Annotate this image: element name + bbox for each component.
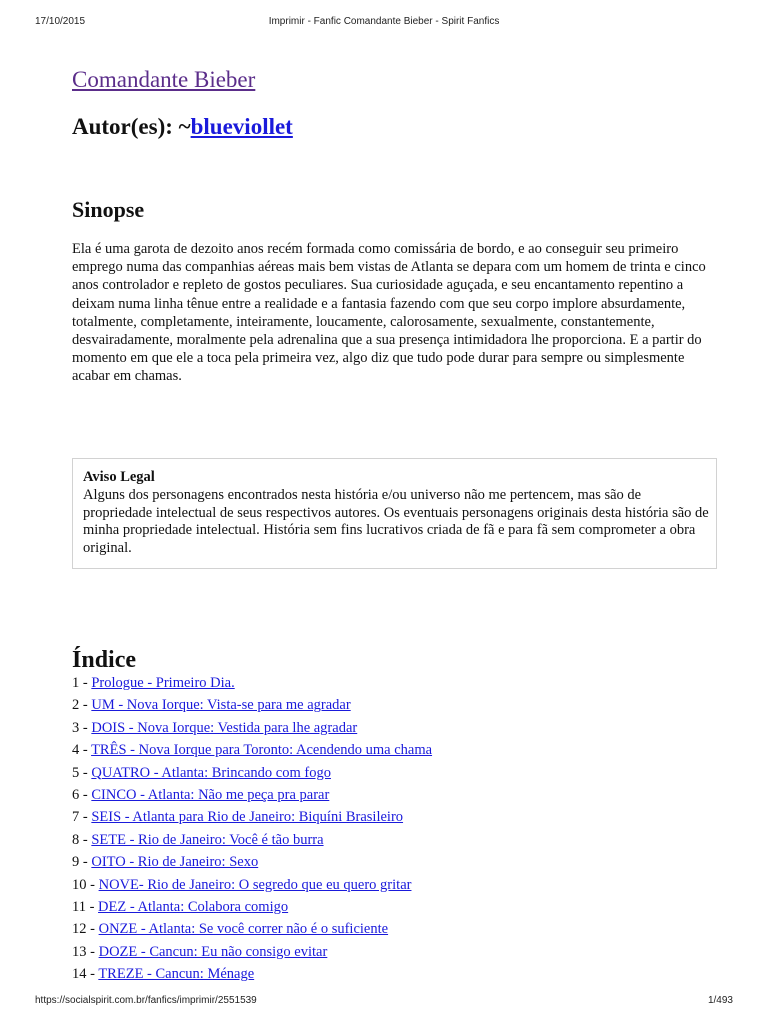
chapter-item [72, 739, 432, 761]
chapter-item [72, 829, 432, 851]
author-line [72, 111, 714, 143]
fanfic-content [72, 64, 714, 983]
chapter-number: 6 - [72, 786, 92, 803]
chapter-number: 1 - [72, 675, 92, 691]
chapter-item [72, 896, 432, 918]
chapter-item [72, 784, 432, 806]
chapter-number: 14 - [72, 966, 99, 983]
chapter-link[interactable]: ONZE - Atlanta: Se você correr não é o suficiente [98, 921, 389, 938]
chapter-link[interactable]: NOVE- Rio de Janeiro: O segredo que eu quero gritar [98, 876, 412, 893]
synopsis-text: Ela é uma garota de dezoito anos recém formada como comissária de bordo, e ao conseguir seu primeiro emprego numa das companhias aéreas mais bem vistas de Atlanta se depara com um homem de trinta e cinco anos controlador e repleto de gostos peculiares. Sua curiosidade aguçada, e seu encantamento repentino a deixam numa linha tênue entre a realidade e a fantasia fazendo com que seu corpo implore absurdamente, totalmente, completamente, inteiramente, loucamente, calorosamente, sexualmente, constantemente, desvairadamente, moralmente pela adrenalina que a sua presença intimidadora lhe proporciona. E a partir do momento em que ele a toca pela primeira vez, algo diz que tudo pode durar para sempre ou simplesmente acabar em chamas. [72, 241, 706, 385]
chapter-number: 5 - [72, 764, 92, 781]
chapter-link[interactable]: OITO - Rio de Janeiro: Sexo [91, 854, 259, 871]
print-page-title: Imprimir - Fanfic Comandante Bieber - Spirit Fanfics [268, 16, 500, 27]
chapter-item [72, 874, 432, 896]
chapter-link[interactable]: DEZ - Atlanta: Colabora comigo [98, 898, 289, 915]
legal-notice-title: Aviso Legal [83, 469, 155, 485]
chapter-link[interactable]: Prologue - Primeiro Dia. [91, 675, 235, 691]
legal-notice-text: Alguns dos personagens encontrados nesta história e/ou universo não me pertencem, mas são de propriedade intelectual de seus respectivos autores. Os eventuais personagens originais desta história são de minha propriedade intelectual. História sem fins lucrativos criada de fã e para fã sem comprometer a obra original. [83, 486, 709, 557]
index-heading: Índice [72, 646, 137, 673]
chapter-link[interactable]: SETE - Rio de Janeiro: Você é tão burra [91, 831, 324, 848]
chapter-link[interactable]: QUATRO - Atlanta: Brincando com fogo [91, 764, 331, 781]
author-link[interactable]: blueviollet [190, 114, 293, 139]
story-title-link[interactable]: Comandante Bieber [72, 67, 256, 92]
chapter-link[interactable]: TRÊS - Nova Iorque para Toronto: Acendendo uma chama [91, 742, 433, 759]
print-url: https://socialspirit.com.br/fanfics/imprimir/2551539 [35, 995, 257, 1006]
chapter-link[interactable]: CINCO - Atlanta: Não me peça pra parar [91, 786, 330, 803]
chapter-number: 3 - [72, 719, 92, 736]
chapter-item [72, 694, 432, 716]
chapter-number: 9 - [72, 854, 92, 871]
chapter-item [72, 963, 432, 985]
chapter-link[interactable]: DOIS - Nova Iorque: Vestida para lhe agradar [91, 719, 358, 736]
chapter-link[interactable]: DOZE - Cancun: Eu não consigo evitar [98, 943, 328, 960]
chapter-item [72, 941, 432, 963]
chapter-item [72, 762, 432, 784]
synopsis-heading: Sinopse [72, 197, 145, 222]
chapter-number: 4 - [72, 742, 92, 759]
print-page-number: 1/493 [707, 995, 733, 1006]
print-header [0, 16, 768, 30]
chapter-number: 2 - [72, 697, 92, 714]
chapter-number: 7 - [72, 809, 92, 826]
chapter-item [72, 918, 432, 940]
legal-notice-box [72, 458, 717, 569]
chapter-item [72, 717, 432, 739]
print-date: 17/10/2015 [35, 16, 86, 27]
chapter-index-list [72, 672, 432, 985]
chapter-number: 11 - [72, 898, 99, 915]
chapter-link[interactable]: TREZE - Cancun: Ménage [98, 966, 255, 983]
chapter-item [72, 806, 432, 828]
chapter-number: 10 - [72, 876, 99, 893]
chapter-link[interactable]: SEIS - Atlanta para Rio de Janeiro: Biquíni Brasileiro [91, 809, 404, 826]
chapter-number: 13 - [72, 943, 99, 960]
chapter-number: 8 - [72, 831, 92, 848]
chapter-item [72, 672, 432, 694]
chapter-number: 12 - [72, 921, 99, 938]
author-label: Autor(es): ~ [72, 114, 191, 139]
chapter-link[interactable]: UM - Nova Iorque: Vista-se para me agradar [91, 697, 351, 714]
chapter-item [72, 851, 432, 873]
print-footer [0, 995, 768, 1009]
